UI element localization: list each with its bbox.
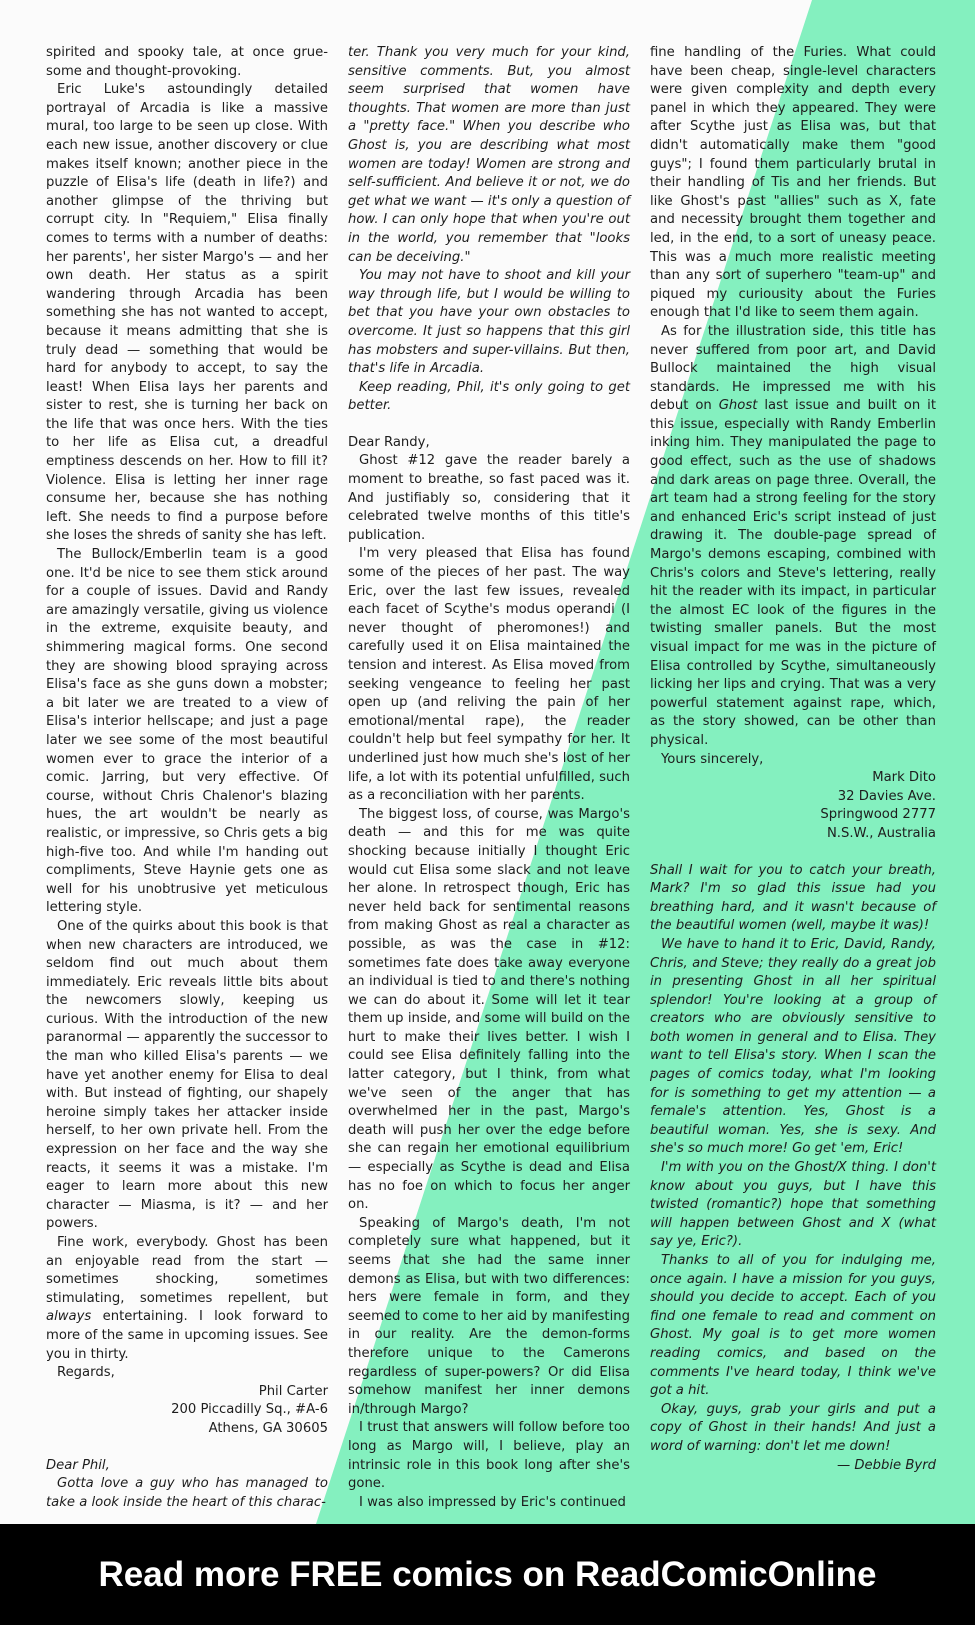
- letter-author-address: 200 Piccadilly Sq., #A-6: [171, 1402, 328, 1418]
- reply-paragraph: Gotta love a guy who has managed to take a look inside the heart of this charac-: [46, 1476, 328, 1510]
- letter-paragraph: I'm very pleased that Elisa has found some of the pieces of her past. The way Eric, over the last few issues, revealed each facet of Scythe's modus operandi (I never thought of pheromones!) and carefully used it on Elisa maintained the tension and interest. As Elisa moved from seeking vengeance to feeling her past open up (and reliving the pain of her emotional/mental rape), the reader couldn't help but feel sympathy for her. It underlined just how much she's lost of her life, a lot with its potential unfulfilled, such as a reconciliation with her parents.: [348, 546, 630, 804]
- letter-paragraph: Speaking of Margo's death, I'm not completely sure what happened, but it seems that she had the same inner demons as Elisa, but with two differences: hers were female in form, and they seemed to come to her aid by manifesting in our reality. Are the demon-forms therefore unique to the Camerons regardless of super-powers? Or did Elisa somehow manifest her inner demons in/through Margo?: [348, 1215, 630, 1417]
- letter-author-address: N.S.W., Australia: [826, 825, 936, 841]
- text-run-italic: Ghost: [718, 398, 758, 414]
- letter-paragraph: I trust that answers will follow before too long as Margo will, I believe, play an intrinsic role in this book long after she's gone.: [348, 1420, 630, 1492]
- text-run: last issue and built on it this issue, especially with Randy Emberlin inking him. They manipulated the page to good effect, such as the use of shadows and dark areas on page three. Overall, the art team had a strong feeling for the story and enhanced Eric's script instead of just drawing it. The double-page spread of Margo's demons escaping, combined with Chris's colors and Steve's lettering, really hit the reader with its impact, in particular the almost EC look of the figures in the twisting smaller panels. But the most visual impact for me was in the picture of Elisa controlled by Scythe, simultaneously licking her lips and crying. That was a very powerful statement against rape, which, as the story showed, can be other than physical.: [650, 398, 936, 748]
- reply-salutation: Dear Phil,: [46, 1457, 110, 1473]
- letter-author-name: Phil Carter: [258, 1383, 328, 1399]
- reply-paragraph: Keep reading, Phil, it's only going to get better.: [348, 379, 630, 414]
- letter-author-address: 32 Davies Ave.: [837, 788, 936, 804]
- letter-salutation: Dear Randy,: [348, 434, 430, 450]
- letter-paragraph: I was also impressed by Eric's continued: [359, 1494, 626, 1510]
- reply-paragraph: You may not have to shoot and kill your way through life, but I would be willing to bet that you have your own obstacles to overcome. It just so happens that this girl has mobsters and super-villains. But then, that's life in Arcadia.: [348, 268, 630, 377]
- letter-column-2: [348, 44, 630, 1512]
- letter-paragraph: spirited and spooky tale, at once grue-some and thought-provoking.: [46, 45, 328, 79]
- letter-paragraph: The biggest loss, of course, was Margo's death — and this for me was quite shocking because initially I thought Eric would cut Elisa some slack and not leave her alone. In retrospect though, Eric has never held back for sentimental reasons from making Ghost as real a character as possible, as was the case in #12: sometimes fate does take away everyone an individual is tied to and there's nothing we can do about it. Some will let it tear them up inside, and some will build on the hurt to make their lives better. I wish I could see Elisa definitely falling into the latter category, but I think, from what we've seen of the anger that has overwhelmed her in the past, Margo's death will push her over the edge before she can regain her emotional equilibrium — especially as Scythe is dead and Elisa has no foe on which to focus her anger on.: [348, 806, 630, 1213]
- text-run: entertaining. I look forward to more of the same in upcoming issues. See you in thirty.: [46, 1309, 328, 1362]
- text-run: Fine work, everybody. Ghost has been an enjoyable read from the start — sometimes shocking, sometimes stimulating, sometimes repellent, but: [46, 1235, 328, 1306]
- letter-paragraph: Ghost #12 gave the reader barely a moment to breathe, so fast paced was it. And justifiably so, considering that it celebrated twelve months of this title's publication.: [348, 453, 630, 543]
- letter-paragraph: The Bullock/Emberlin team is a good one. It'd be nice to see them stick around for a couple of issues. David and Randy are amazingly versatile, giving us violence in the extreme, exquisite beauty, and shimmering magical forms. One second they are showing blood spraying across Elisa's face as she guns down a mobster; a bit later we are treated to a view of Elisa's interior hellscape; and just a page later we see some of the most beautiful women ever to grace the interior of a comic. Jarring, but very effective. Of course, without Chris Chalenor's blazing hues, the art wouldn't be nearly as realistic, or impressive, so Chris gets a big high-five too. And while I'm handing out compliments, Steve Haynie gets one as well for his unobtrusive yet meticulous lettering style.: [46, 547, 328, 916]
- letter-column-3: [650, 44, 936, 1475]
- letter-paragraph: Eric Luke's astoundingly detailed portrayal of Arcadia is like a massive mural, too large to be seen up close. With each new issue, another discovery or clue makes itself known; another piece in the puzzle of Elisa's life (death in life?) and another glimpse of the thriving but corrupt city. In "Requiem," Elisa finally comes to terms with a number of deaths: her parents', her sister Margo's — and her own death. Her status as a spirit wandering through Arcadia has been something she has not wanted to accept, because it means admitting that she is truly dead — something that would be hard for anybody to accept, to say the least! When Elisa lays her parents and sister to rest, she is turning her back on the life that was once hers. With the ties to her life as Elisa cut, a dreadful emptiness descends on her. How to fill it? Violence. Elisa is letting her inner rage consume her, because she has nothing left. She needs to find a purpose before she loses the shreds of sanity she has left.: [46, 82, 328, 544]
- letter-paragraph: fine handling of the Furies. What could have been cheap, single-level characters were given complexity and depth every panel in which they appeared. They were after Scythe just as Elisa was, but that didn't automatically make them "good guys"; I found them particularly brutal in their handling of Tis and her friends. But like Ghost's past "allies" such as X, fate and necessity brought them together and led, in the end, to a sort of uneasy peace. This was a much more realistic meeting than any sort of superhero "team-up" and piqued my curiousity about the Furies enough that I'd like to seem them again.: [650, 45, 936, 321]
- letter-author-name: Mark Dito: [872, 770, 936, 786]
- reply-paragraph: Thanks to all of you for indulging me, once again. I have a mission for you guys, should you decide to accept. Each of you find one female to read and comment on Ghost. My goal is to get more women reading comics, and based on the comments I've heard today, I think we've got a hit.: [650, 1253, 936, 1399]
- letter-paragraph: [650, 323, 936, 751]
- reply-paragraph: I'm with you on the Ghost/X thing. I don't know about you guys, but I have this twisted (romantic?) hope that something will happen between Ghost and X (what say ye, Eric?).: [650, 1160, 936, 1250]
- letter-column-1: [46, 44, 328, 1512]
- letter-paragraph: One of the quirks about this book is that when new characters are introduced, we seldom find out much about them immediately. Eric reveals little bits about the newcomers slowly, keeping us curious. With the introduction of the new paranormal — apparently the successor to the man who killed Elisa's parents — we have yet another enemy for Elisa to deal with. But instead of fighting, our shapely heroine simply takes her attacker inside herself, to her own private hell. From the expression on her face and the way she reacts, it seems it was a mistake. I'm eager to learn more about this new character — Miasma, is it? — and her powers.: [46, 918, 328, 1232]
- letter-closing: Regards,: [57, 1365, 115, 1381]
- reply-paragraph: Okay, guys, grab your girls and put a copy of Ghost in their hands! And just a word of warning: don't let me down!: [650, 1401, 936, 1454]
- text-run: As for the illustration side, this title has never suffered from poor art, and David Bullock maintained the high visual standards. He impressed me with his debut on: [650, 323, 936, 414]
- promo-banner[interactable]: [0, 1524, 975, 1625]
- letter-paragraph: [46, 1234, 328, 1364]
- promo-banner-text[interactable]: Read more FREE comics on ReadComicOnline: [98, 1554, 877, 1594]
- reply-paragraph: Shall I wait for you to catch your breath, Mark? I'm so glad this issue had you breathing hard, and it wasn't because of the beautiful women (well, maybe it was)!: [650, 862, 936, 934]
- letter-author-address: Springwood 2777: [820, 807, 936, 823]
- reply-paragraph: ter. Thank you very much for your kind, sensitive comments. But, you almost seem surprised that women have thoughts. That women are more than just a "pretty face." When you describe who Ghost is, you are describing what most women are today! Women are strong and self-sufficient. And believe it or not, we do get what we want — it's only a question of how. I can only hope that when you're out in the world, you remember that "looks can be deceiving.": [348, 45, 630, 265]
- text-run-italic: always: [46, 1309, 92, 1325]
- letter-closing: Yours sincerely,: [661, 751, 764, 767]
- reply-signoff: — Debbie Byrd: [836, 1457, 936, 1473]
- reply-paragraph: We have to hand it to Eric, David, Randy, Chris, and Steve; they really do a great job in presenting Ghost in all her spiritual splendor! You're looking at a group of creators who are obviously sensitive to both women in general and to Elisa. They want to tell Elisa's story. When I scan the pages of comics today, what I'm looking for is something to get my attention — a female's attention. Yes, Ghost is a beautiful woman. Yes, she is sexy. And she's so much more! Go get 'em, Eric!: [650, 936, 936, 1157]
- letter-author-address: Athens, GA 30605: [208, 1420, 328, 1436]
